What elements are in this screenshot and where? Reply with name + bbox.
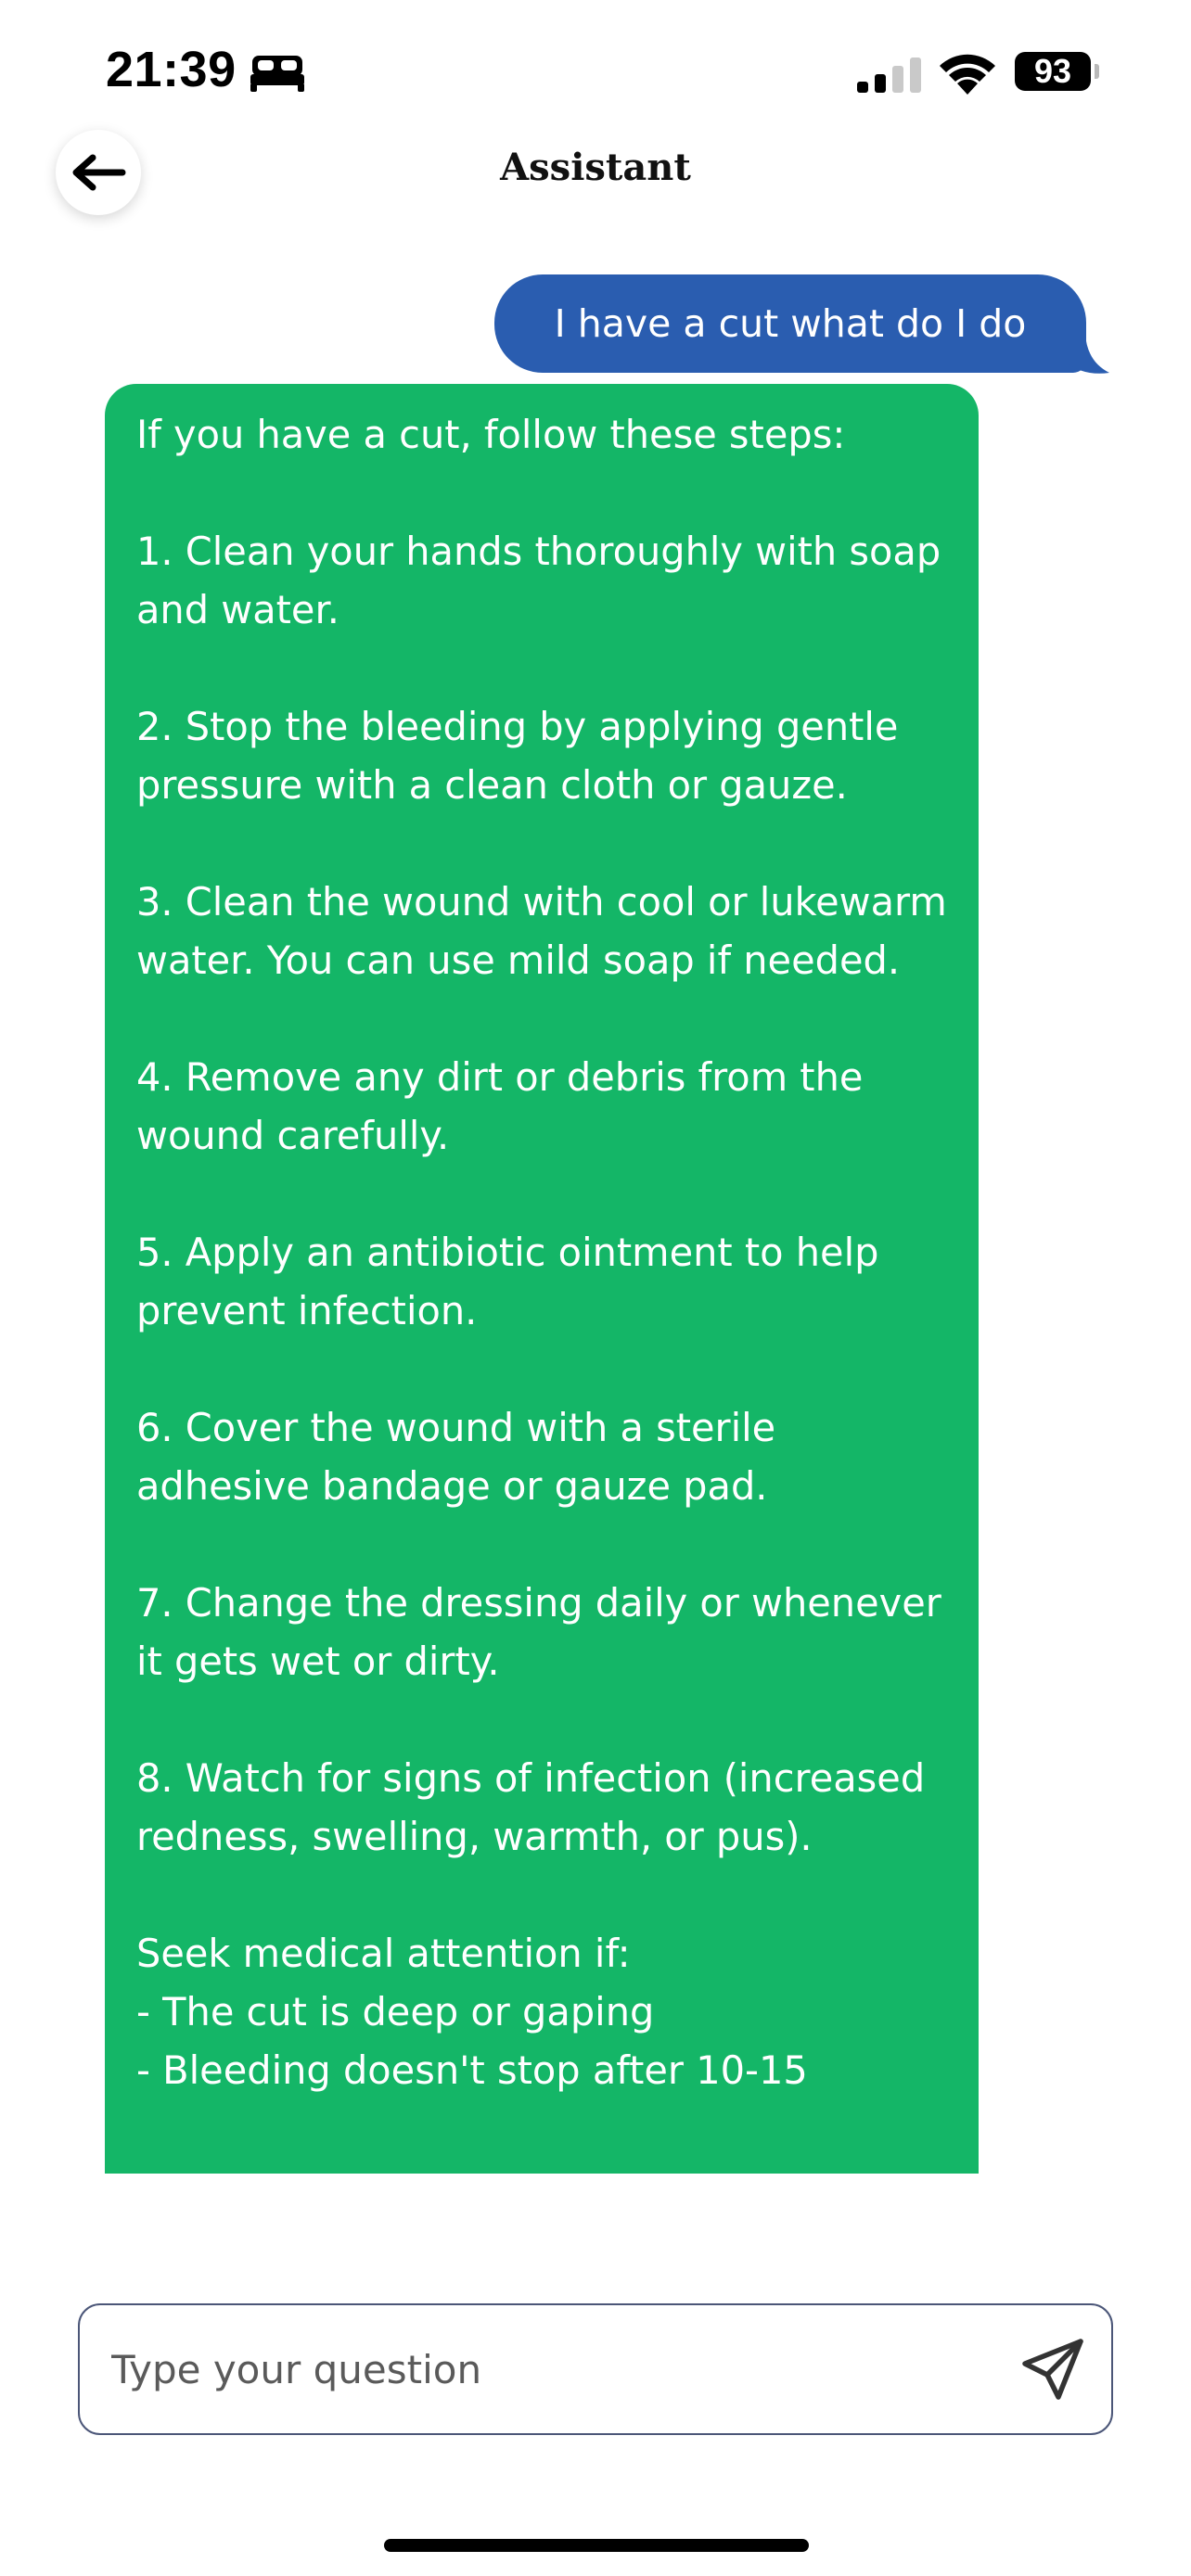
wifi-icon bbox=[937, 50, 998, 95]
status-bar bbox=[0, 0, 1191, 139]
home-indicator[interactable] bbox=[384, 2539, 809, 2552]
user-message-tail bbox=[1065, 334, 1109, 375]
send-button[interactable] bbox=[1013, 2329, 1093, 2409]
cellular-signal-icon bbox=[857, 57, 922, 93]
user-message-bubble: I have a cut what do I do bbox=[494, 274, 1086, 373]
question-composer bbox=[78, 2303, 1113, 2435]
battery-indicator: 93 bbox=[1015, 52, 1091, 91]
send-icon bbox=[1019, 2336, 1086, 2403]
status-time: 21:39 bbox=[106, 42, 237, 97]
chat-scroll-area[interactable] bbox=[0, 382, 1191, 2251]
question-input[interactable] bbox=[111, 2305, 946, 2433]
assistant-message-bubble: If you have a cut, follow these steps: 1. Clean your hands thoroughly with soap and water. 2. Stop the bleeding by applying gentle pressure with a clean cloth or gauze. 3. Clean the wound with cool or lukewarm water. You can use mild soap if needed. 4. Remove any dirt or debris from the wound carefully. 5. Apply an antibiotic ointment to help prevent infection. 6. Cover the wound with a sterile adhesive bandage or gauze pad. 7. Change the dressing daily or whenever it gets wet or dirty. 8. Watch for signs of infection (increased redness, swelling, warmth, or pus). Seek medical attention if: - The cut is deep or gaping - Bleeding doesn't stop after 10-15 bbox=[105, 384, 979, 2174]
battery-cap bbox=[1095, 64, 1099, 79]
bed-icon bbox=[250, 52, 304, 93]
page-title: Assistant bbox=[500, 146, 691, 189]
